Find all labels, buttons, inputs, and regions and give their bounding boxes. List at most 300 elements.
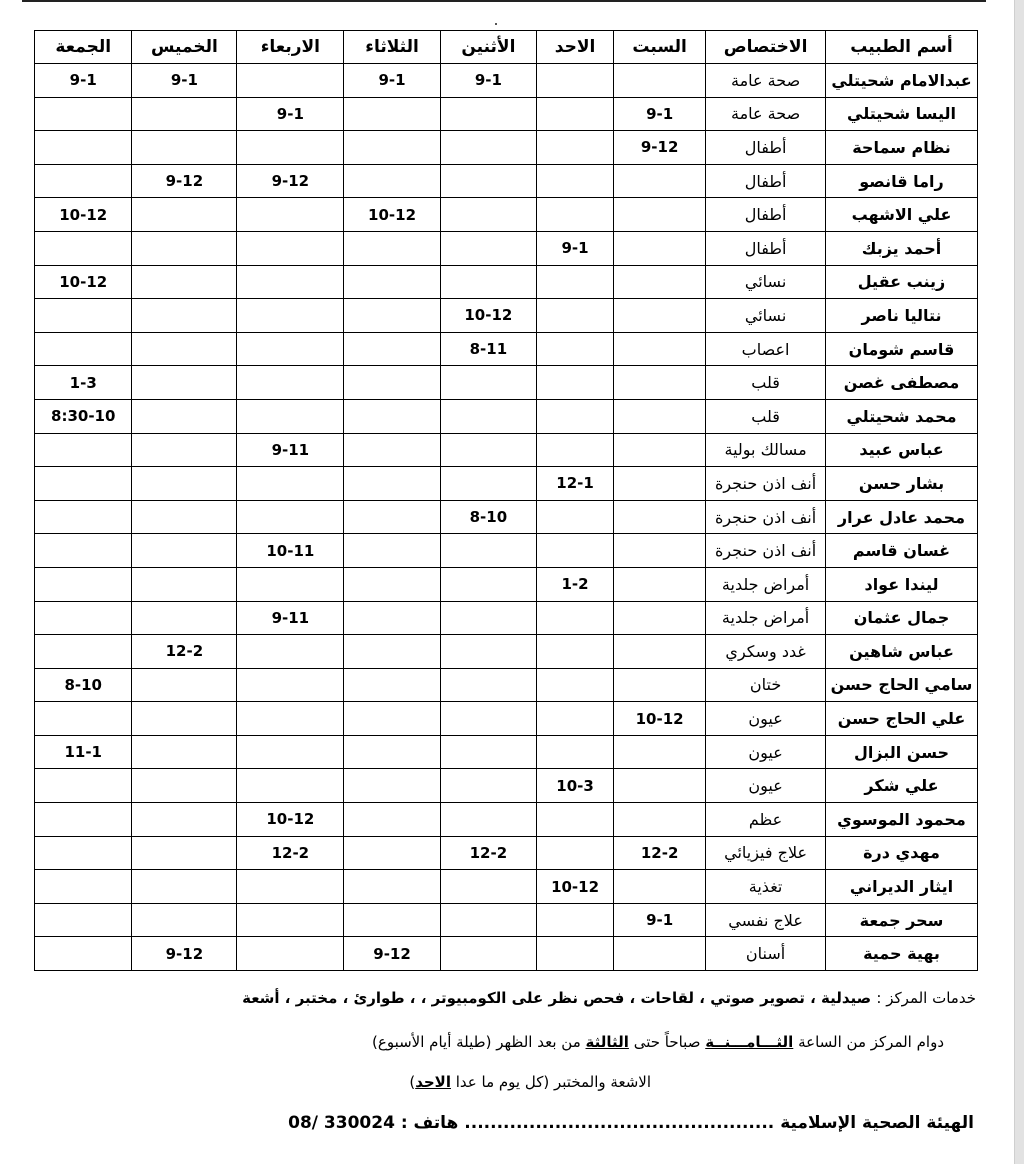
slot-sun: [537, 366, 614, 400]
doctor-name: بهية حمية: [826, 937, 978, 971]
slot-thu: [132, 769, 237, 803]
slot-mon: [440, 131, 536, 165]
slot-wed: [237, 635, 344, 669]
specialty: مسالك بولية: [706, 433, 826, 467]
hours-end: الثالثة: [585, 1033, 629, 1051]
specialty: أطفال: [706, 131, 826, 165]
specialty: نسائي: [706, 299, 826, 333]
doctor-name: عباس شاهين: [826, 635, 978, 669]
slot-sat: [614, 64, 706, 98]
table-row: [35, 366, 978, 400]
doctor-name: محمد شحيتلي: [826, 399, 978, 433]
slot-mon: [440, 534, 536, 568]
doctor-name: علي الحاج حسن: [826, 702, 978, 736]
slot-sat: [614, 534, 706, 568]
slot-fri: [35, 131, 132, 165]
hours-part1: دوام المركز من الساعة: [798, 1033, 944, 1051]
slot-sun: [537, 265, 614, 299]
doctor-name: مصطفى غصن: [826, 366, 978, 400]
slot-fri: [35, 903, 132, 937]
slot-mon: [440, 231, 536, 265]
slot-fri: [35, 299, 132, 333]
slot-tue: [344, 567, 440, 601]
stray-dot: [495, 23, 497, 25]
table-row: [35, 131, 978, 165]
slot-tue: [344, 332, 440, 366]
slot-thu: [132, 299, 237, 333]
doctor-name: أحمد يزبك: [826, 231, 978, 265]
doctor-name: محمد عادل عرار: [826, 500, 978, 534]
page-edge: [1014, 0, 1024, 1164]
specialty: قلب: [706, 399, 826, 433]
table-row: [35, 702, 978, 736]
slot-wed: 10-11: [237, 534, 344, 568]
slot-mon: [440, 399, 536, 433]
table-row: [35, 803, 978, 837]
slot-sat: [614, 567, 706, 601]
slot-wed: [237, 399, 344, 433]
slot-thu: [132, 668, 237, 702]
slot-sun: [537, 299, 614, 333]
slot-fri: 8:30-10: [35, 399, 132, 433]
slot-thu: [132, 97, 237, 131]
top-rule: [22, 0, 986, 2]
slot-sat: [614, 467, 706, 501]
slot-sat: [614, 635, 706, 669]
slot-tue: [344, 735, 440, 769]
specialty: غدد وسكري: [706, 635, 826, 669]
slot-sat: 9-1: [614, 903, 706, 937]
slot-sat: [614, 870, 706, 904]
slot-sat: [614, 164, 706, 198]
slot-wed: [237, 735, 344, 769]
specialty: أمراض جلدية: [706, 567, 826, 601]
table-row: [35, 467, 978, 501]
slot-thu: [132, 903, 237, 937]
slot-fri: 10-12: [35, 265, 132, 299]
slot-fri: 1-3: [35, 366, 132, 400]
slot-thu: [132, 803, 237, 837]
doctor-name: مهدي درة: [826, 836, 978, 870]
table-row: [35, 870, 978, 904]
slot-sat: [614, 735, 706, 769]
specialty: أنف اذن حنجرة: [706, 467, 826, 501]
specialty: أطفال: [706, 164, 826, 198]
slot-tue: [344, 903, 440, 937]
slot-sat: 12-2: [614, 836, 706, 870]
slot-sat: [614, 668, 706, 702]
slot-tue: [344, 164, 440, 198]
services-label: خدمات المركز :: [876, 989, 976, 1007]
slot-mon: 9-1: [440, 64, 536, 98]
doctor-name: سامي الحاج حسن: [826, 668, 978, 702]
slot-fri: [35, 937, 132, 971]
slot-sun: [537, 635, 614, 669]
slot-fri: [35, 635, 132, 669]
specialty: نسائي: [706, 265, 826, 299]
slot-mon: 12-2: [440, 836, 536, 870]
phone-label: هاتف :: [400, 1113, 459, 1133]
header-wed: الاربعاء: [237, 31, 344, 64]
specialty: صحة عامة: [706, 64, 826, 98]
doctor-name: ايثار الديراني: [826, 870, 978, 904]
slot-mon: 8-10: [440, 500, 536, 534]
slot-sun: [537, 131, 614, 165]
table-row: [35, 937, 978, 971]
specialty: عظم: [706, 803, 826, 837]
slot-thu: [132, 870, 237, 904]
org-contact-line: [288, 1113, 974, 1133]
header-specialty: الاختصاص: [706, 31, 826, 64]
slot-wed: [237, 567, 344, 601]
slot-sun: [537, 668, 614, 702]
slot-tue: 9-1: [344, 64, 440, 98]
slot-sat: [614, 937, 706, 971]
header-fri: الجمعة: [35, 31, 132, 64]
slot-wed: [237, 870, 344, 904]
slot-wed: [237, 903, 344, 937]
slot-fri: [35, 534, 132, 568]
xray-day: الاحد: [415, 1073, 451, 1091]
services-text: صيدلية ، تصوير صوتي ، لقاحات ، فحص نظر على الكومبيوتر ، ، طوارئ ، مختبر ، أشعة: [242, 989, 872, 1007]
table-body: [35, 64, 978, 971]
slot-sat: [614, 769, 706, 803]
specialty: أمراض جلدية: [706, 601, 826, 635]
slot-wed: [237, 366, 344, 400]
slot-mon: [440, 601, 536, 635]
slot-mon: [440, 567, 536, 601]
slot-tue: [344, 231, 440, 265]
xray-part1: الاشعة والمختبر (كل يوم ما عدا: [455, 1073, 651, 1091]
slot-fri: [35, 467, 132, 501]
slot-sun: [537, 803, 614, 837]
slot-wed: [237, 500, 344, 534]
slot-fri: 8-10: [35, 668, 132, 702]
slot-mon: [440, 937, 536, 971]
table-row: [35, 433, 978, 467]
slot-thu: [132, 433, 237, 467]
doctor-name: حسن البزال: [826, 735, 978, 769]
slot-wed: [237, 769, 344, 803]
dotted-leader: ................................................: [464, 1113, 775, 1133]
table-row: [35, 231, 978, 265]
slot-fri: [35, 231, 132, 265]
slot-sun: 10-12: [537, 870, 614, 904]
slot-sat: [614, 366, 706, 400]
doctor-name: نظام سماحة: [826, 131, 978, 165]
slot-sat: [614, 803, 706, 837]
slot-thu: [132, 500, 237, 534]
xray-line: [409, 1073, 651, 1091]
table-row: [35, 198, 978, 232]
table-row: [35, 97, 978, 131]
table-row: [35, 769, 978, 803]
slot-sat: 10-12: [614, 702, 706, 736]
slot-tue: [344, 433, 440, 467]
doctor-name: زينب عقيل: [826, 265, 978, 299]
specialty: ختان: [706, 668, 826, 702]
slot-wed: [237, 231, 344, 265]
slot-sun: [537, 534, 614, 568]
slot-tue: [344, 836, 440, 870]
slot-mon: 10-12: [440, 299, 536, 333]
slot-wed: 9-11: [237, 433, 344, 467]
slot-sun: [537, 735, 614, 769]
slot-sun: [537, 937, 614, 971]
table-row: [35, 500, 978, 534]
slot-mon: [440, 198, 536, 232]
slot-fri: [35, 332, 132, 366]
slot-thu: [132, 467, 237, 501]
slot-tue: [344, 500, 440, 534]
slot-mon: [440, 702, 536, 736]
doctor-name: ليندا عواد: [826, 567, 978, 601]
slot-thu: [132, 702, 237, 736]
slot-wed: [237, 668, 344, 702]
slot-wed: [237, 937, 344, 971]
slot-wed: [237, 131, 344, 165]
slot-wed: 9-12: [237, 164, 344, 198]
slot-thu: [132, 534, 237, 568]
slot-fri: [35, 567, 132, 601]
slot-fri: [35, 433, 132, 467]
services-line: [242, 989, 976, 1007]
slot-wed: [237, 198, 344, 232]
slot-mon: [440, 433, 536, 467]
slot-sat: [614, 265, 706, 299]
slot-mon: 8-11: [440, 332, 536, 366]
table-row: [35, 299, 978, 333]
slot-sun: [537, 164, 614, 198]
slot-thu: 12-2: [132, 635, 237, 669]
slot-sat: [614, 198, 706, 232]
table-row: [35, 332, 978, 366]
doctor-schedule-table: [34, 30, 978, 971]
slot-tue: [344, 803, 440, 837]
slot-fri: [35, 164, 132, 198]
slot-fri: 10-12: [35, 198, 132, 232]
slot-sun: [537, 97, 614, 131]
slot-thu: [132, 399, 237, 433]
slot-thu: 9-12: [132, 937, 237, 971]
slot-mon: [440, 97, 536, 131]
doctor-name: نتاليا ناصر: [826, 299, 978, 333]
specialty: اعصاب: [706, 332, 826, 366]
slot-thu: [132, 265, 237, 299]
slot-mon: [440, 635, 536, 669]
slot-mon: [440, 668, 536, 702]
specialty: صحة عامة: [706, 97, 826, 131]
hours-start: الثـــامـــنــة: [705, 1033, 794, 1051]
specialty: قلب: [706, 366, 826, 400]
org-name: الهيئة الصحية الإسلامية: [780, 1113, 974, 1133]
slot-thu: [132, 836, 237, 870]
slot-tue: [344, 635, 440, 669]
table-row: [35, 567, 978, 601]
specialty: عيون: [706, 769, 826, 803]
slot-mon: [440, 735, 536, 769]
slot-mon: [440, 366, 536, 400]
doctor-name: اليسا شحيتلي: [826, 97, 978, 131]
table-row: [35, 735, 978, 769]
slot-fri: [35, 803, 132, 837]
slot-sat: [614, 231, 706, 265]
slot-fri: [35, 500, 132, 534]
slot-thu: [132, 735, 237, 769]
slot-sun: [537, 433, 614, 467]
slot-wed: [237, 702, 344, 736]
specialty: عيون: [706, 735, 826, 769]
slot-tue: [344, 668, 440, 702]
slot-tue: [344, 97, 440, 131]
slot-wed: 12-2: [237, 836, 344, 870]
specialty: أنف اذن حنجرة: [706, 500, 826, 534]
phone-number: 08/ 330024: [288, 1113, 395, 1133]
slot-thu: 9-1: [132, 64, 237, 98]
table-row: [35, 64, 978, 98]
slot-mon: [440, 769, 536, 803]
slot-mon: [440, 803, 536, 837]
hours-line: [372, 1033, 944, 1051]
slot-mon: [440, 467, 536, 501]
slot-sun: [537, 903, 614, 937]
slot-sat: [614, 601, 706, 635]
slot-thu: [132, 198, 237, 232]
doctor-name: علي الاشهب: [826, 198, 978, 232]
table-header-row: [35, 31, 978, 64]
table-row: [35, 399, 978, 433]
slot-sun: 12-1: [537, 467, 614, 501]
table-row: [35, 903, 978, 937]
slot-wed: 9-1: [237, 97, 344, 131]
slot-sun: [537, 399, 614, 433]
slot-sat: [614, 399, 706, 433]
hours-part2: صباحاً حتى: [633, 1033, 701, 1051]
table-row: [35, 164, 978, 198]
slot-sun: [537, 702, 614, 736]
header-sat: السبت: [614, 31, 706, 64]
slot-wed: [237, 265, 344, 299]
doctor-name: جمال عثمان: [826, 601, 978, 635]
slot-sun: [537, 64, 614, 98]
slot-tue: [344, 399, 440, 433]
slot-tue: [344, 131, 440, 165]
slot-wed: [237, 64, 344, 98]
slot-mon: [440, 265, 536, 299]
slot-tue: [344, 299, 440, 333]
slot-tue: [344, 366, 440, 400]
doctor-name: غسان قاسم: [826, 534, 978, 568]
slot-sun: [537, 500, 614, 534]
slot-sat: 9-1: [614, 97, 706, 131]
specialty: أطفال: [706, 231, 826, 265]
slot-tue: 10-12: [344, 198, 440, 232]
header-mon: الأثنين: [440, 31, 536, 64]
slot-wed: 10-12: [237, 803, 344, 837]
slot-wed: 9-11: [237, 601, 344, 635]
specialty: عيون: [706, 702, 826, 736]
slot-fri: [35, 601, 132, 635]
slot-thu: [132, 231, 237, 265]
slot-fri: 9-1: [35, 64, 132, 98]
specialty: أسنان: [706, 937, 826, 971]
slot-tue: [344, 769, 440, 803]
slot-tue: 9-12: [344, 937, 440, 971]
table-row: [35, 265, 978, 299]
specialty: أطفال: [706, 198, 826, 232]
slot-thu: [132, 567, 237, 601]
table-row: [35, 534, 978, 568]
specialty: أنف اذن حنجرة: [706, 534, 826, 568]
slot-mon: [440, 903, 536, 937]
header-name: أسم الطبيب: [826, 31, 978, 64]
xray-part2: ): [409, 1073, 416, 1091]
slot-thu: [132, 366, 237, 400]
doctor-name: سحر جمعة: [826, 903, 978, 937]
slot-sat: [614, 299, 706, 333]
doctor-name: علي شكر: [826, 769, 978, 803]
slot-mon: [440, 870, 536, 904]
slot-fri: [35, 702, 132, 736]
slot-fri: [35, 870, 132, 904]
slot-wed: [237, 299, 344, 333]
header-tue: الثلاثاء: [344, 31, 440, 64]
slot-fri: 11-1: [35, 735, 132, 769]
specialty: علاج فيزيائي: [706, 836, 826, 870]
slot-tue: [344, 601, 440, 635]
slot-sun: [537, 332, 614, 366]
slot-tue: [344, 265, 440, 299]
slot-sun: 9-1: [537, 231, 614, 265]
slot-mon: [440, 164, 536, 198]
slot-sat: 9-12: [614, 131, 706, 165]
slot-sun: [537, 198, 614, 232]
slot-thu: 9-12: [132, 164, 237, 198]
table-row: [35, 836, 978, 870]
slot-sun: [537, 601, 614, 635]
slot-tue: [344, 534, 440, 568]
slot-tue: [344, 467, 440, 501]
header-sun: الاحد: [537, 31, 614, 64]
slot-tue: [344, 702, 440, 736]
table-row: [35, 635, 978, 669]
doctor-name: قاسم شومان: [826, 332, 978, 366]
slot-sun: [537, 836, 614, 870]
hours-part3: من بعد الظهر (طيلة أيام الأسبوع): [372, 1033, 581, 1051]
slot-sun: 1-2: [537, 567, 614, 601]
slot-wed: [237, 467, 344, 501]
specialty: علاج نفسي: [706, 903, 826, 937]
doctor-name: محمود الموسوي: [826, 803, 978, 837]
doctor-name: عبدالامام شحيتلي: [826, 64, 978, 98]
header-thu: الخميس: [132, 31, 237, 64]
slot-fri: [35, 836, 132, 870]
slot-sat: [614, 500, 706, 534]
doctor-name: راما قانصو: [826, 164, 978, 198]
slot-fri: [35, 769, 132, 803]
slot-fri: [35, 97, 132, 131]
slot-thu: [132, 601, 237, 635]
doctor-name: بشار حسن: [826, 467, 978, 501]
slot-sat: [614, 433, 706, 467]
slot-tue: [344, 870, 440, 904]
table-row: [35, 668, 978, 702]
slot-sat: [614, 332, 706, 366]
slot-sun: 10-3: [537, 769, 614, 803]
slot-wed: [237, 332, 344, 366]
slot-thu: [132, 131, 237, 165]
doctor-name: عباس عبيد: [826, 433, 978, 467]
